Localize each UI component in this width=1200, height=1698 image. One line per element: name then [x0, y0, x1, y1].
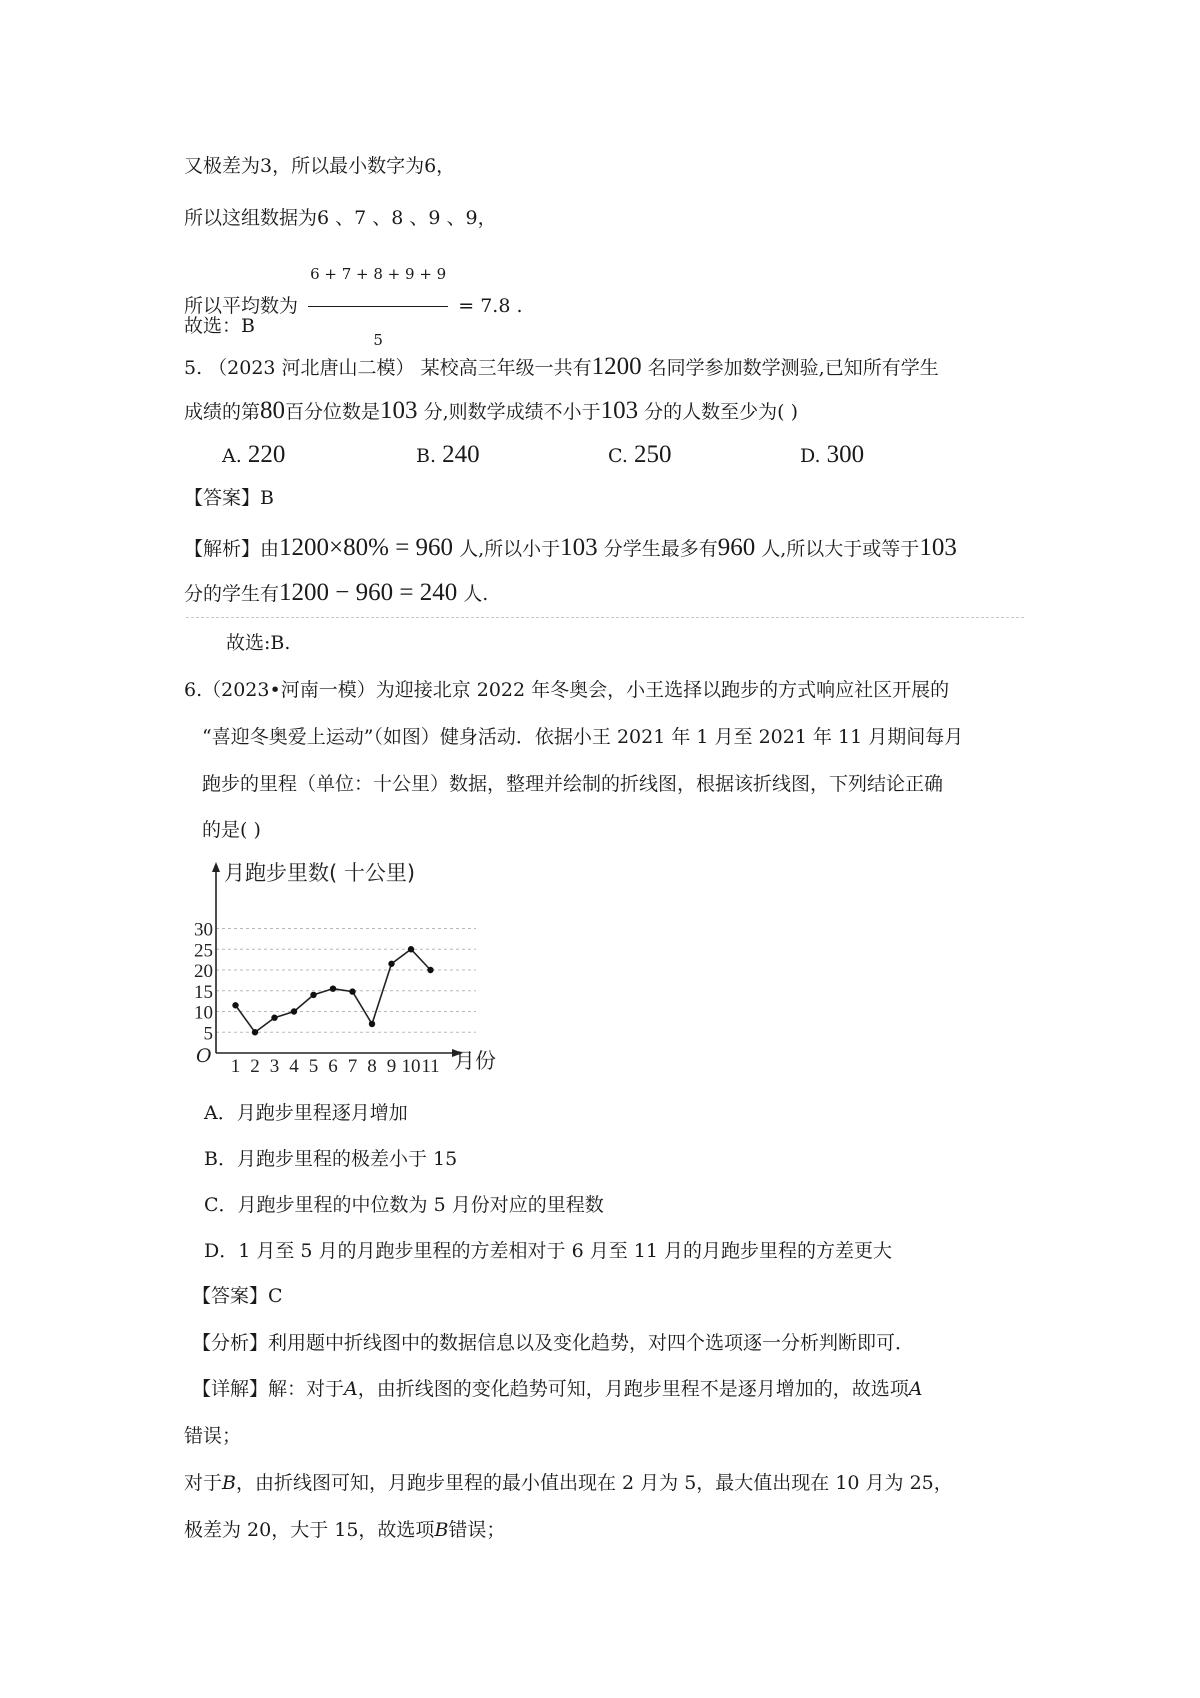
q5-text: 由	[260, 538, 280, 560]
q6-var: A	[908, 1378, 923, 1400]
q5-number: 103	[560, 534, 598, 561]
x-tick-label: 7	[347, 1056, 358, 1073]
x-tick-label: 10	[401, 1056, 421, 1073]
q5-text: 分的学生有	[184, 583, 280, 605]
q5-option-c	[608, 443, 671, 468]
x-tick-label: 1	[230, 1056, 241, 1073]
q5-option-d	[800, 443, 864, 468]
x-tick-label: 5	[308, 1056, 319, 1073]
y-tick-label: 5	[203, 1023, 213, 1045]
q6-var: A	[344, 1378, 358, 1400]
q5-text: 人,所以大于或等于	[761, 538, 920, 560]
q5-number: 103	[919, 534, 957, 561]
prev-line-1: 又极差为3，所以最小数字为6，	[184, 155, 456, 177]
y-tick-label: 15	[194, 981, 213, 1003]
option-letter: B.	[416, 445, 437, 467]
option-letter: D.	[800, 445, 821, 467]
q5-expression: 1200 − 960 = 240	[279, 579, 458, 606]
q6-var: B	[434, 1519, 449, 1541]
origin-label: O	[196, 1045, 212, 1067]
q5-analysis-line-1	[184, 536, 957, 561]
y-tick-label: 25	[194, 940, 213, 962]
q5-choose: 故选:B.	[226, 632, 291, 654]
data-point	[427, 967, 433, 973]
x-tick-label: 8	[367, 1056, 377, 1073]
q6-detail-line-2: 错误；	[184, 1425, 242, 1447]
q6-text: 极差为 20，大于 15，故选项	[184, 1519, 435, 1541]
q5-number: 103	[380, 397, 418, 424]
q5-number: 960	[717, 534, 756, 561]
mean-result: = 7.8 .	[458, 295, 523, 317]
y-tick-label: 10	[194, 1002, 213, 1024]
q5-expression: 1200×80% = 960	[279, 534, 454, 561]
q5-text: 分,则数学成绩不小于	[423, 401, 601, 423]
chart-grid	[216, 929, 476, 1033]
q6-text: 错误；	[448, 1519, 506, 1541]
y-tick-labels	[194, 920, 213, 1045]
x-tick-label: 9	[386, 1056, 397, 1073]
x-tick-label: 3	[269, 1056, 280, 1073]
mean-fraction	[308, 244, 448, 370]
mean-label: 所以平均数为	[184, 295, 299, 317]
q6-stem-line-3: 跑步的里程（单位：十公里）数据，整理并绘制的折线图，根据该折线图，下列结论正确	[202, 773, 944, 795]
analysis-label: 【解析】	[184, 538, 261, 560]
data-point	[291, 1008, 297, 1014]
q6-text: ，由折线图可知，月跑步里程的最小值出现在 2 月为 5，最大值出现在 10 月为 25，	[235, 1472, 953, 1494]
fraction-denominator: 5	[373, 331, 383, 349]
q6-stem-line-1: 6.（2023•河南一模）为迎接北京 2022 年冬奥会，小王选择以跑步的方式响应社区开展的	[184, 679, 950, 701]
q5-number: 1200	[591, 353, 642, 380]
x-axis-label: 月份	[454, 1049, 496, 1073]
q6-option-d: D．1 月至 5 月的月跑步里程的方差相对于 6 月至 11 月的月跑步里程的方差更大	[204, 1240, 892, 1262]
option-letter: C.	[608, 445, 628, 467]
x-tick-label: 11	[421, 1056, 440, 1073]
q5-text: 分学生最多有	[603, 538, 718, 560]
data-point	[349, 988, 355, 994]
x-tick-label: 4	[289, 1056, 299, 1073]
y-axis-arrow	[212, 862, 220, 872]
data-point	[408, 946, 414, 952]
q6-detail-line-1	[192, 1377, 923, 1401]
q6-text: 对于	[184, 1472, 223, 1494]
x-tick-label: 6	[328, 1056, 338, 1073]
q6-stem-line-4: 的是( )	[202, 819, 261, 841]
x-tick-labels	[231, 1056, 440, 1073]
y-axis-label: 月跑步里数( 十公里)	[224, 861, 416, 885]
data-point	[388, 961, 394, 967]
y-tick-label: 30	[194, 919, 213, 941]
q6-option-b: B．月跑步里程的极差小于 15	[204, 1148, 458, 1170]
option-letter: A.	[222, 445, 242, 467]
data-point	[330, 985, 336, 991]
q5-text: 5. （2023 河北唐山二模） 某校高三年级一共有	[184, 357, 592, 379]
q6-text: 【详解】解：对于	[192, 1378, 345, 1400]
q5-text: 百分位数是	[285, 401, 381, 423]
data-point	[271, 1015, 277, 1021]
q5-text: 人.	[463, 583, 489, 605]
q5-text: 名同学参加数学测验,已知所有学生	[647, 357, 939, 379]
option-value: 300	[826, 441, 865, 468]
y-tick-label: 20	[194, 961, 213, 982]
divider	[186, 617, 1024, 618]
line-chart	[186, 858, 536, 1073]
q6-detail-line-4	[184, 1518, 505, 1542]
q6-stem-line-2: “喜迎冬奥爱上运动”（如图）健身活动．依据小王 2021 年 1 月至 2021 年 11 月期间每月	[202, 726, 964, 748]
q6-detail-line-3	[184, 1471, 953, 1495]
x-tick-label: 2	[250, 1056, 260, 1073]
q5-answer: 【答案】B	[184, 487, 274, 509]
q5-text: 分的人数至少为( )	[644, 401, 799, 423]
fraction-numerator: 6 + 7 + 8 + 9 + 9	[308, 244, 448, 307]
q5-text: 成绩的第	[184, 401, 261, 423]
prev-line-2: 所以这组数据为6 、7 、8 、9 、9，	[184, 207, 497, 229]
prev-choose: 故选：B	[184, 315, 255, 337]
q5-analysis-line-2	[184, 581, 488, 606]
q5-number: 103	[600, 397, 639, 424]
q5-option-a	[222, 443, 285, 468]
q6-analysis: 【分析】利用题中折线图中的数据信息以及变化趋势，对四个选项逐一分析判断即可．	[192, 1332, 915, 1354]
q6-option-a: A．月跑步里程逐月增加	[204, 1102, 408, 1124]
q6-var: B	[222, 1472, 236, 1494]
data-point	[232, 1002, 238, 1008]
q5-stem-line-1	[184, 355, 939, 380]
data-point	[310, 992, 316, 998]
option-value: 240	[442, 441, 480, 468]
q6-answer: 【答案】C	[192, 1285, 283, 1307]
q5-option-b	[416, 443, 480, 468]
chart-axes	[212, 862, 463, 1057]
q5-text: 人,所以小于	[459, 538, 561, 560]
data-point	[369, 1021, 375, 1027]
q5-stem-line-2	[184, 399, 798, 424]
option-value: 250	[633, 441, 672, 468]
data-point	[252, 1029, 258, 1035]
q6-option-c: C．月跑步里程的中位数为 5 月份对应的里程数	[204, 1194, 604, 1216]
q5-number: 80	[260, 397, 286, 424]
q6-text: ，由折线图的变化趋势可知，月跑步里程不是逐月增加的，故选项	[357, 1378, 909, 1400]
option-value: 220	[247, 441, 286, 468]
